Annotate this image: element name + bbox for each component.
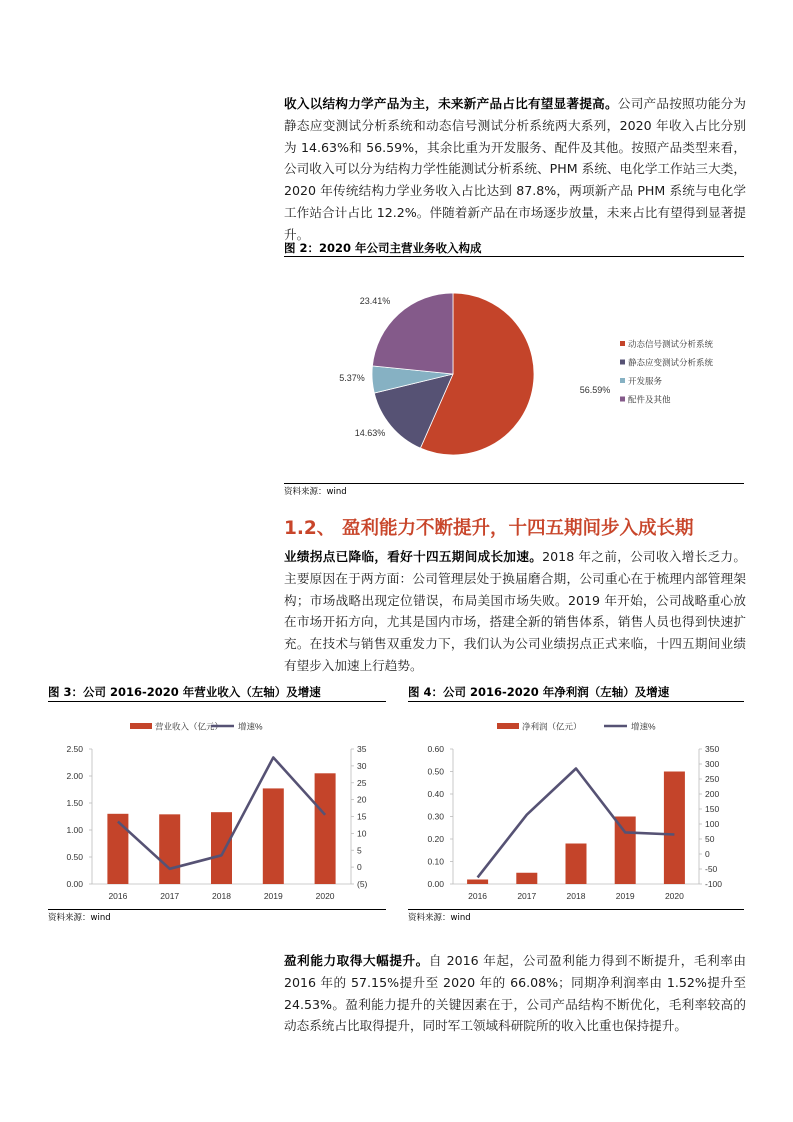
- x-tick-label: 2019: [615, 891, 635, 901]
- right-tick-label: 35: [357, 744, 367, 754]
- bar: [664, 772, 685, 885]
- left-tick-label: 0.60: [427, 744, 444, 754]
- legend-label: 开发服务: [628, 376, 663, 386]
- bar: [516, 873, 537, 884]
- legend-bar-swatch: [130, 723, 152, 729]
- right-tick-label: 5: [357, 845, 362, 856]
- left-tick-label: 0.40: [427, 789, 444, 799]
- x-tick-label: 2020: [315, 891, 335, 901]
- figure-3-source: 资料来源：wind: [48, 913, 111, 923]
- left-tick-label: 2.50: [66, 744, 83, 754]
- figure-2-title: 图 2：2020 年公司主营业务收入构成: [284, 241, 482, 255]
- legend-label: 静态应变测试分析系统: [628, 357, 714, 368]
- bar: [211, 812, 232, 884]
- pie-slice-label: 5.37%: [339, 373, 365, 383]
- paragraph-body: 2018 年之前，公司收入增长乏力。主要原因在于两方面：公司管理层处于换届磨合期，公司重心在于梳理内部管理架构；市场战略出现定位错误，布局美国市场失败。2019 年开始，公司战略重心放在市场开拓方向，尤其是国内市场，搭建全新的销售体系，销售人员也得到快速扩充。在技术与销售双重发力下，我们认为公司业绩拐点正式来临，十四五期间业绩有望步入加速上行趋势。: [284, 549, 747, 673]
- x-tick-label: 2017: [517, 891, 537, 901]
- legend-bar-swatch: [497, 723, 519, 729]
- bar: [467, 880, 488, 885]
- legend-swatch: [620, 360, 625, 365]
- right-tick-label: 300: [705, 759, 720, 769]
- x-tick-label: 2018: [566, 891, 586, 901]
- right-tick-label: 0: [357, 862, 362, 873]
- figure-4-source: 资料来源：wind: [408, 913, 471, 923]
- pie-slice-label: 56.59%: [579, 385, 611, 395]
- paragraph-body: 公司产品按照功能分为静态应变测试分析系统和动态信号测试分析系统两大系列，2020 年收入占比分别为 14.63%和 56.59%，其余比重为开发服务、配件及其他。按照产品类型来看，公司收入可以分为结构力学性能测试分析系统、PHM 系统、电化学工作站三大类，2020 年传统结构力学业务收入占比达到 87.8%，两项新产品 PHM 系统与电化学工作站合计占比 12.2%。伴随着新产品在市场逐步放量，未来占比有望得到显著提升。: [284, 96, 747, 242]
- x-tick-label: 2016: [468, 891, 488, 901]
- paragraph-body: 自 2016 年起，公司盈利能力得到不断提升，毛利率由 2016 年的 57.15%提升至 2020 年的 66.08%；同期净利润率由 1.52%提升至 24.53%。盈利能力提升的关键因素在于，公司产品结构不断优化，毛利率较高的动态系统占比取得提升，同时军工领域科研院所的收入比重也保持提升。: [284, 953, 746, 1034]
- right-tick-label: 50: [705, 834, 715, 844]
- x-tick-label: 2020: [664, 891, 684, 901]
- left-tick-label: 0.50: [66, 852, 83, 862]
- right-tick-label: 350: [705, 744, 720, 754]
- left-tick-label: 0.50: [427, 766, 444, 777]
- right-tick-label: 250: [705, 774, 720, 784]
- section-title: 盈利能力不断提升，十四五期间步入成长期: [342, 518, 694, 539]
- legend-swatch: [620, 341, 625, 346]
- legend-swatch: [620, 378, 625, 383]
- x-tick-label: 2017: [160, 891, 180, 901]
- left-tick-label: 0.30: [427, 811, 444, 822]
- right-tick-label: 15: [357, 811, 367, 822]
- legend-label: 动态信号测试分析系统: [628, 339, 714, 349]
- pie-slice-label: 14.63%: [354, 428, 386, 438]
- section-number: 1.2、: [284, 518, 336, 539]
- bar: [566, 844, 587, 885]
- left-tick-label: 0.20: [427, 834, 444, 844]
- chart-net-profit-growth: [427, 722, 722, 902]
- left-tick-label: 1.50: [66, 798, 83, 808]
- right-tick-label: 200: [705, 789, 720, 799]
- paragraph-lead: 盈利能力取得大幅提升。: [284, 953, 429, 968]
- figure-4-title: 图 4：公司 2016-2020 年净利润（左轴）及增速: [408, 685, 670, 699]
- legend-label: 配件及其他: [628, 394, 671, 405]
- bar: [263, 788, 284, 884]
- bar: [107, 814, 128, 884]
- x-tick-label: 2019: [263, 891, 283, 901]
- legend-swatch: [620, 397, 625, 402]
- bar: [315, 773, 336, 884]
- right-tick-label: -100: [705, 879, 723, 889]
- x-tick-label: 2018: [212, 891, 231, 901]
- figure-2-source: 资料来源：wind: [284, 487, 347, 497]
- right-tick-label: 0: [705, 849, 710, 859]
- right-tick-label: 150: [705, 804, 720, 814]
- left-tick-label: 0.00: [66, 879, 83, 889]
- right-tick-label: 10: [357, 828, 367, 839]
- paragraph-lead: 收入以结构力学产品为主，未来新产品占比有望显著提高。: [284, 96, 618, 111]
- legend-line-label: 增速%: [238, 721, 263, 732]
- right-tick-label: 100: [705, 819, 720, 829]
- x-tick-label: 2016: [108, 891, 128, 901]
- pie-slice-label: 23.41%: [359, 296, 391, 306]
- legend-bar-label: 营业收入（亿元）: [155, 721, 224, 732]
- bar: [159, 814, 180, 884]
- left-tick-label: 0.00: [427, 879, 444, 889]
- bar: [615, 817, 636, 885]
- left-tick-label: 2.00: [66, 771, 83, 781]
- right-tick-label: 25: [357, 777, 367, 788]
- legend-bar-label: 净利润（亿元）: [522, 721, 582, 732]
- left-tick-label: 1.00: [66, 825, 83, 835]
- right-tick-label: 20: [357, 794, 367, 805]
- right-tick-label: -50: [705, 864, 718, 874]
- right-tick-label: (5): [357, 879, 368, 889]
- right-tick-label: 30: [357, 760, 367, 771]
- paragraph-lead: 业绩拐点已降临，看好十四五期间成长加速。: [284, 549, 543, 564]
- figure-3-title: 图 3：公司 2016-2020 年营业收入（左轴）及增速: [48, 685, 321, 699]
- legend-line-label: 增速%: [631, 721, 656, 732]
- chart-revenue-growth: [66, 722, 367, 902]
- left-tick-label: 0.10: [427, 856, 444, 867]
- pie-chart-revenue-composition: [339, 293, 713, 455]
